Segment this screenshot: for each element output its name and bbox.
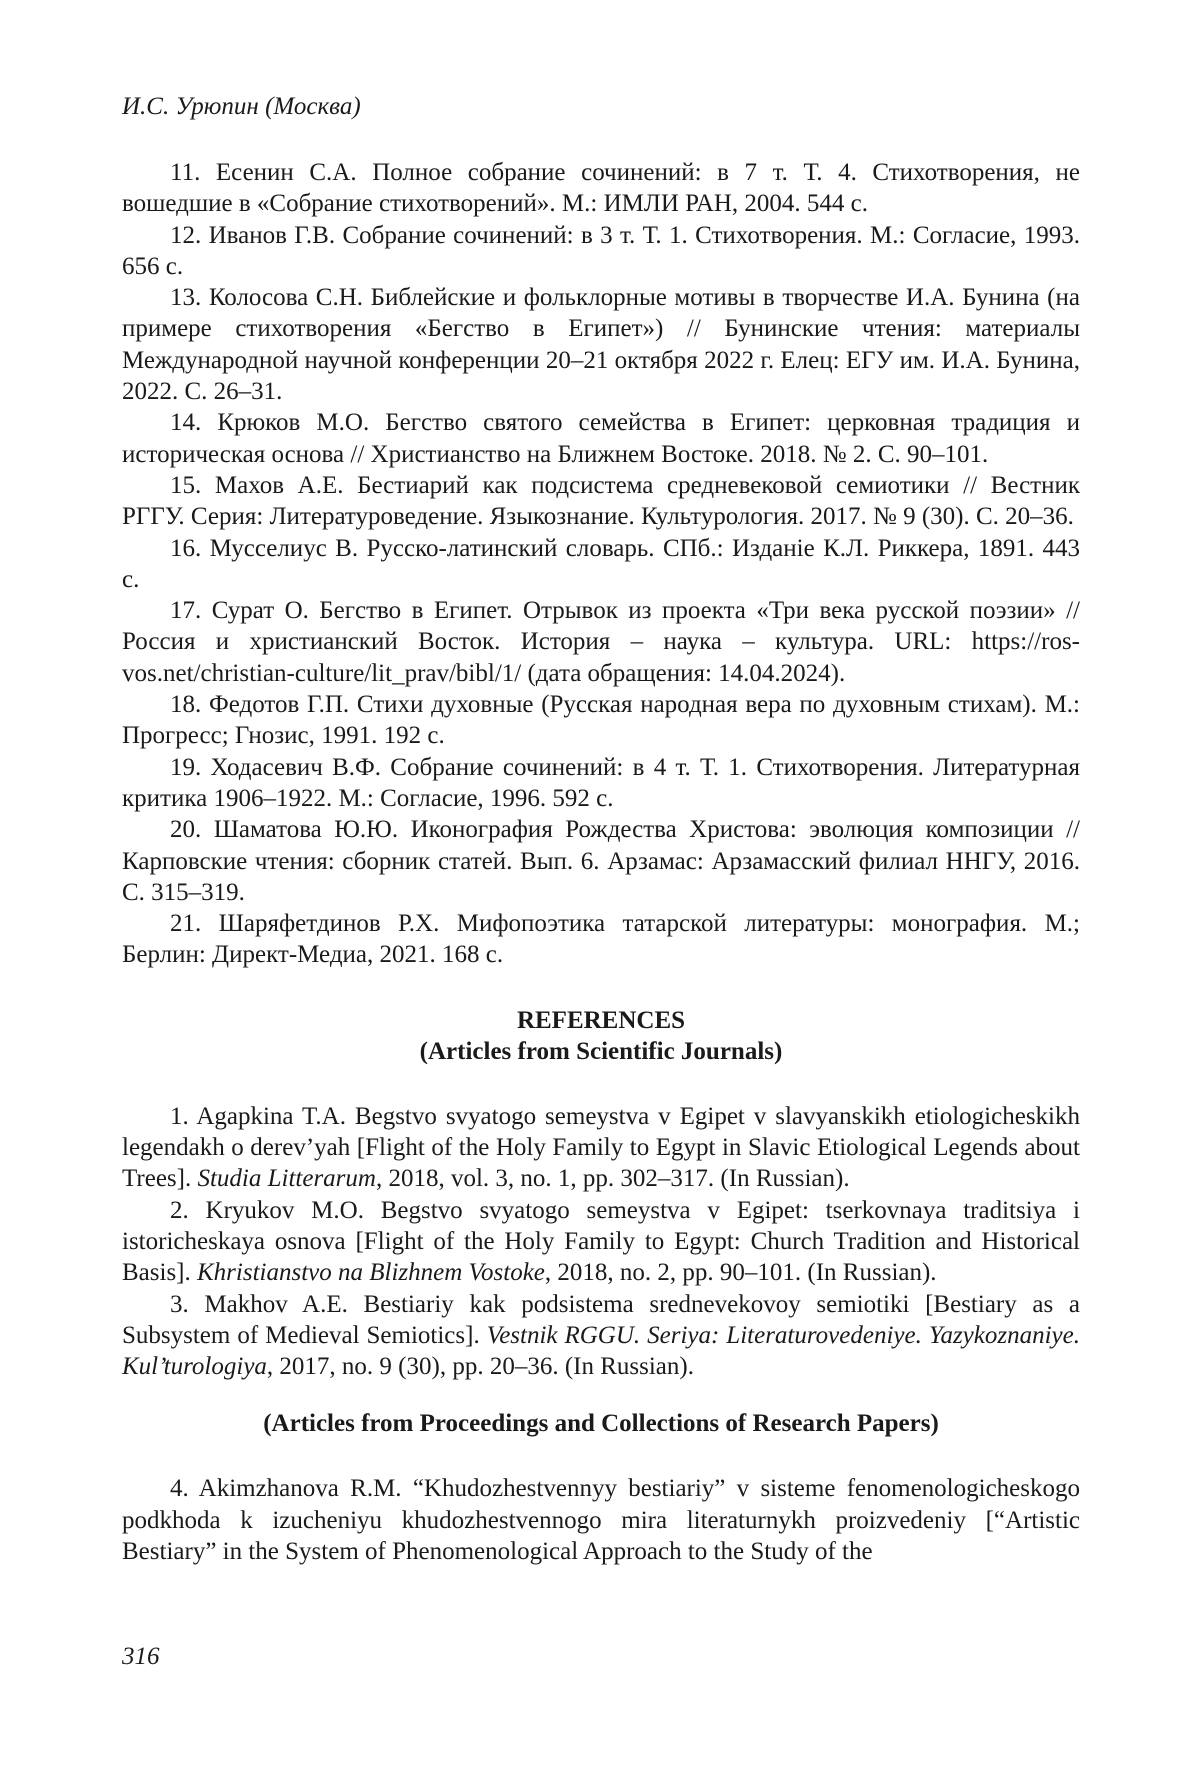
bibliography-entry: 15. Махов А.Е. Бестиарий как подсистема средневековой семиотики // Вестник РГГУ. Серия: Литературоведение. Языкознание. Культурология. 2017. № 9 (30). С. 20–36. — [122, 471, 1080, 531]
bibliography-entry: 20. Шаматова Ю.Ю. Иконография Рождества Христова: эволюция композиции // Карповские чтения: сборник статей. Вып. 6. Арзамас: Арзамасский филиал ННГУ, 2016. С. 315–319. — [122, 816, 1080, 906]
bibliography-entry: 14. Крюков М.О. Бегство святого семейства в Египет: церковная традиция и историческая основа // Христианство на Ближнем Востоке. 2018. № 2. С. 90–101. — [122, 409, 1080, 468]
reference-text: 2. Kryukov M.O. Begstvo svyatogo semeystva v Egipet: tserkovnaya traditsiya i istoricheskaya osnova [Flight of the Holy Family to Egypt: Church Tradition and Historical Basis]. — [122, 1196, 1080, 1287]
bibliography-entry: 19. Ходасевич В.Ф. Собрание сочинений: в 4 т. Т. 1. Стихотворения. Литературная критика 1906–1922. М.: Согласие, 1996. 592 с. — [122, 753, 1080, 812]
reference-text: , 2018, vol. 3, no. 1, pp. 302–317. (In Russian). — [375, 1165, 850, 1193]
page-number: 316 — [122, 1643, 160, 1670]
reference-text: , 2018, no. 2, pp. 90–101. (In Russian). — [544, 1259, 937, 1287]
reference-text: , 2017, no. 9 (30), pp. 20–36. (In Russian). — [266, 1353, 694, 1381]
bibliography-entry: 21. Шаряфетдинов Р.Х. Мифопоэтика татарской литературы: монография. М.; Берлин: Директ-Медиа, 2021. 168 с. — [122, 910, 1080, 969]
bibliography-entry: 18. Федотов Г.П. Стихи духовные (Русская народная вера по духовным стихам). М.: Прогресс; Гнозис, 1991. 192 с. — [122, 691, 1080, 750]
references-heading: REFERENCES — [516, 1006, 686, 1034]
bibliography-entry: 17. Сурат О. Бегство в Египет. Отрывок из проекта «Три века русской поэзии» // Россия и христианский Восток. История – наука – культура. URL: https://ros-vos.net/christian-culture/lit_prav/bibl/1/ (дата обращения: 14.04.2024). — [122, 597, 1080, 687]
bibliography-entry: 16. Мусселиус В. Русско-латинский словарь. СПб.: Изданіе К.Л. Риккера, 1891. 443 с. — [122, 534, 1080, 593]
bibliography-entry: 12. Иванов Г.В. Собрание сочинений: в 3 т. Т. 1. Стихотворения. М.: Согласие, 1993. 656 с. — [122, 221, 1080, 280]
references-journals-list — [122, 1101, 1080, 1383]
reference-entry — [122, 1101, 1080, 1195]
bibliography-list — [122, 157, 1080, 971]
section-heading-proceedings: (Articles from Proceedings and Collections of Research Papers) — [263, 1410, 939, 1438]
reference-entry — [122, 1195, 1080, 1289]
reference-text: 3. Makhov A.E. Bestiariy kak podsistema srednevekovoy semiotiki [Bestiary as a Subsystem of Medieval Semiotics]. — [122, 1290, 1080, 1349]
running-head: И.С. Урюпин (Москва) — [122, 93, 361, 120]
section-heading-journals: (Articles from Scientific Journals) — [419, 1037, 783, 1065]
reference-journal-title: Khristianstvo na Blizhnem Vostoke — [197, 1259, 545, 1287]
bibliography-entry: 13. Колосова С.Н. Библейские и фольклорные мотивы в творчестве И.А. Бунина (на примере стихотворения «Бегство в Египет») // Бунинские чтения: материалы Международной научной конференции 20–21 октября 2022 г. Елец: ЕГУ им. И.А. Бунина, 2022. С. 26–31. — [122, 284, 1080, 406]
reference-entry: 4. Akimzhanova R.M. “Khudozhestvennyy bestiariy” v sisteme fenomenologicheskogo podkhoda k izucheniyu khudozhestvennogo mira literaturnykh proizvedeniy [“Artistic Bestiary” in the System of Phenomenological Approach to the Study of the — [122, 1475, 1080, 1565]
reference-text: 1. Agapkina T.A. Begstvo svyatogo semeystva v Egipet v slavyanskikh etiologicheskikh legendakh o derev’yah [Flight of the Holy Family to Egypt in Slavic Etiological Legends about Trees]. — [122, 1102, 1080, 1193]
bibliography-entry: 11. Есенин С.А. Полное собрание сочинений: в 7 т. Т. 4. Стихотворения, не вошедшие в «Собрание стихотворений». М.: ИМЛИ РАН, 2004. 544 с. — [122, 159, 1080, 218]
main-text — [122, 157, 1080, 1567]
reference-journal-title: Studia Litterarum — [197, 1165, 376, 1193]
reference-entry — [122, 1289, 1080, 1383]
reference-journal-title: Vestnik RGGU. Seriya: Literaturovedeniye. Yazykoznaniye. Kul’turologiya — [122, 1321, 1080, 1381]
references-proceedings-list — [122, 1473, 1080, 1567]
